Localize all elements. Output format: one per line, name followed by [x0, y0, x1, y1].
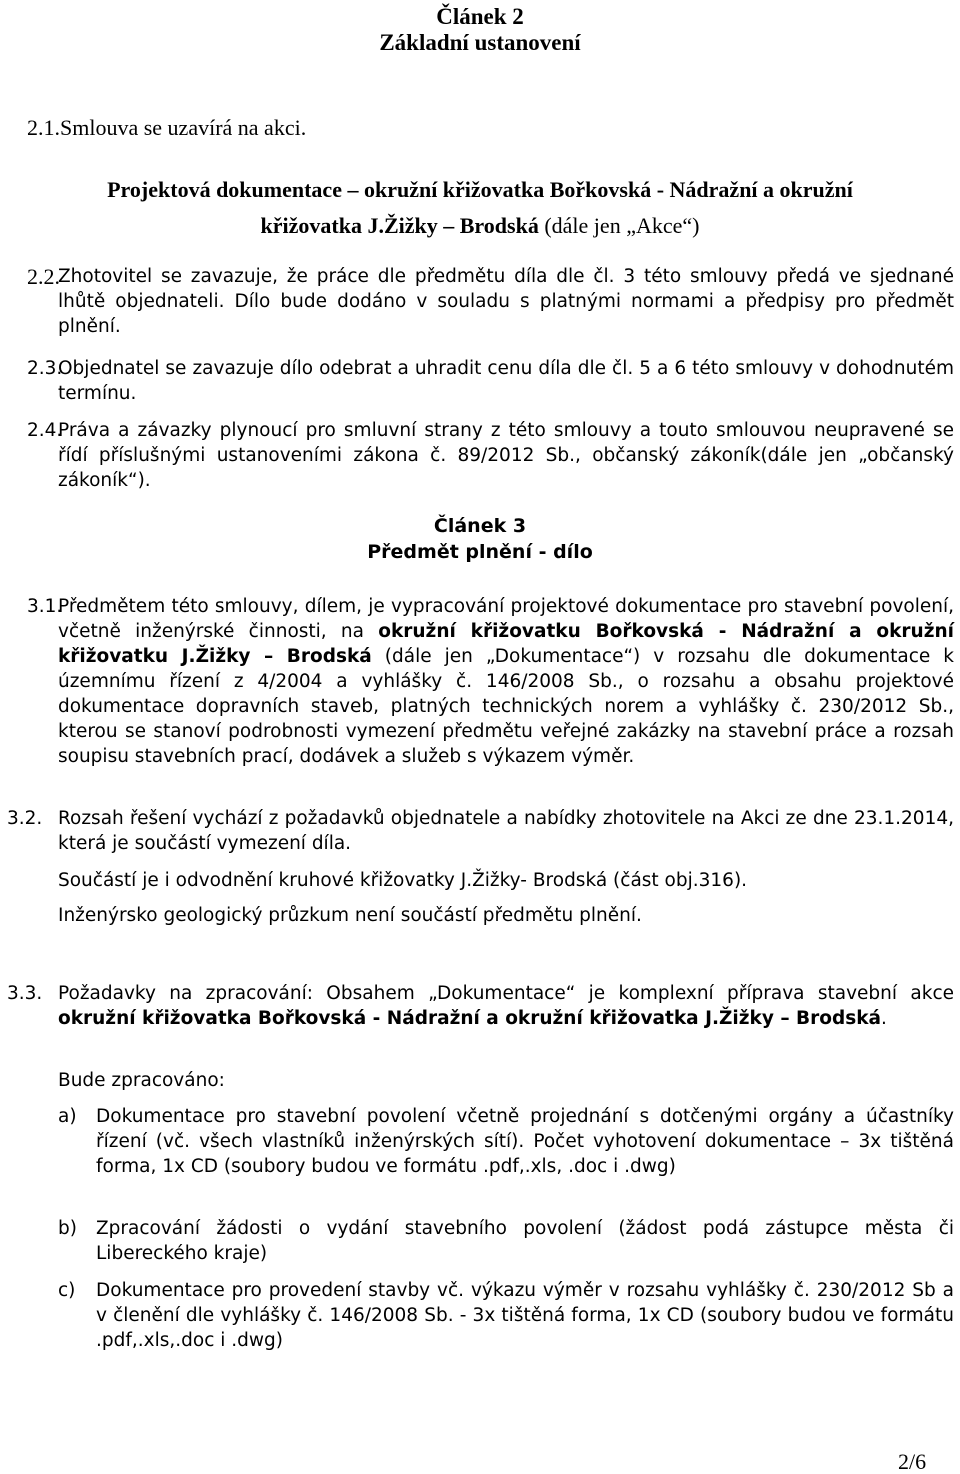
list-item-a-text: Dokumentace pro stavební povolení včetně projednání s dotčenými orgány a účastníky řízení (vč. všech vlastníků inženýrských sítí). Počet vyhotovení dokumentace – 3x tištěná forma, 1x CD (soubory budou ve formátu .pdf,.xls, .doc i .dwg): [96, 1106, 954, 1177]
section-3-2-note-drainage: Součástí je i odvodnění kruhové křižovatky J.Žižky- Brodská (část obj.316).: [58, 870, 748, 891]
section-3-3-number: 3.3.: [7, 983, 43, 1004]
section-3-2-number: 3.2.: [7, 808, 43, 829]
list-item-a-label: a): [58, 1106, 77, 1127]
section-2-2-number: 2.2.: [27, 264, 60, 289]
section-3-1-text: [58, 594, 954, 769]
section-3-1-part1: Předmětem této smlouvy, dílem, je vypracování projektové dokumentace pro stavební povolení, včetně inženýrské činnosti, na: [58, 596, 954, 642]
section-2-4-number: 2.4.: [27, 420, 63, 441]
section-3-2-text: Rozsah řešení vychází z požadavků objednatele a nabídky zhotovitele na Akci ze dne 23.1.2014, která je součástí vymezení díla.: [58, 808, 954, 854]
section-3-1-subject-bold: okružní křižovatku Bořkovská - Nádražní a okružní křižovatku J.Žižky – Brodská: [58, 621, 954, 667]
section-2-1-number: 2.1.: [27, 115, 60, 140]
project-name-line2: [0, 215, 960, 237]
page-number: 2/6: [898, 1449, 927, 1474]
project-name-bold: křižovatka J.Žižky – Brodská: [260, 213, 539, 238]
project-name-line1: Projektová dokumentace – okružní křižovatka Bořkovská - Nádražní a okružní: [107, 177, 853, 202]
list-item-b-label: b): [58, 1218, 77, 1239]
section-2-2-text: Zhotovitel se zavazuje, že práce dle předmětu díla dle čl. 3 této smlouvy předá ve sjednané lhůtě objednateli. Dílo bude dodáno v souladu s platnými normami a předpisy pro předmět plnění.: [58, 266, 954, 337]
section-3-1-part2: (dále jen „Dokumentace“) v rozsahu dle dokumentace k územnímu řízení z 4/2004 a vyhlášky č. 146/2008 Sb., o rozsahu a obsahu projektové dokumentace dopravních staveb, platných technických norem a vyhlášky č. 230/2012 Sb., kterou se stanoví podrobnosti vymezení předmětu veřejné zakázky na stavební práce a rozsah soupisu stavebních prací, dodávek a služeb s výkazem výměr.: [58, 646, 955, 767]
section-2-3-number: 2.3.: [27, 358, 63, 379]
article-2-number: Článek 2: [436, 4, 524, 29]
list-item-c-text: Dokumentace pro provedení stavby vč. výkazu výměr v rozsahu vyhlášky č. 230/2012 Sb a v členění dle vyhlášky č. 146/2008 Sb. - 3x tištěná forma, 1x CD (soubory budou ve formátu .pdf,.xls,.doc i .dwg): [96, 1280, 954, 1351]
section-2-3-text: Objednatel se zavazuje dílo odebrat a uhradit cenu díla dle čl. 5 a 6 této smlouvy v dohodnutém termínu.: [58, 358, 954, 404]
section-3-3-intro: Bude zpracováno:: [58, 1070, 225, 1091]
section-3-3-subject-bold: okružní křižovatka Bořkovská - Nádražní a okružní křižovatka J.Žižky – Brodská: [58, 1008, 882, 1029]
section-3-3-part1: Požadavky na zpracování: Obsahem „Dokumentace“ je komplexní příprava stavební akce: [58, 983, 954, 1004]
list-item-b-text: Zpracování žádosti o vydání stavebního povolení (žádost podá zástupce města či Libereckého kraje): [96, 1218, 954, 1264]
article-2-title: Základní ustanovení: [379, 30, 581, 55]
project-name-suffix: (dále jen „Akce“): [538, 213, 700, 238]
article-3-number: Článek 3: [433, 515, 527, 537]
section-3-3-part2: .: [881, 1008, 887, 1029]
section-2-1-text: Smlouva se uzavírá na akci.: [60, 115, 307, 140]
section-3-3-text: [58, 981, 954, 1031]
section-2-4-text: Práva a závazky plynoucí pro smluvní strany z této smlouvy a touto smlouvou neupravené se řídí příslušnými ustanoveními zákona č. 89/2012 Sb., občanský zákoník(dále jen „občanský zákoník“).: [58, 420, 954, 491]
article-3-title: Předmět plnění - dílo: [367, 541, 593, 563]
section-3-1-number: 3.1.: [27, 596, 63, 617]
section-3-2-note-survey: Inženýrsko geologický průzkum není součástí předmětu plnění.: [58, 905, 642, 926]
list-item-c-label: c): [58, 1280, 76, 1301]
